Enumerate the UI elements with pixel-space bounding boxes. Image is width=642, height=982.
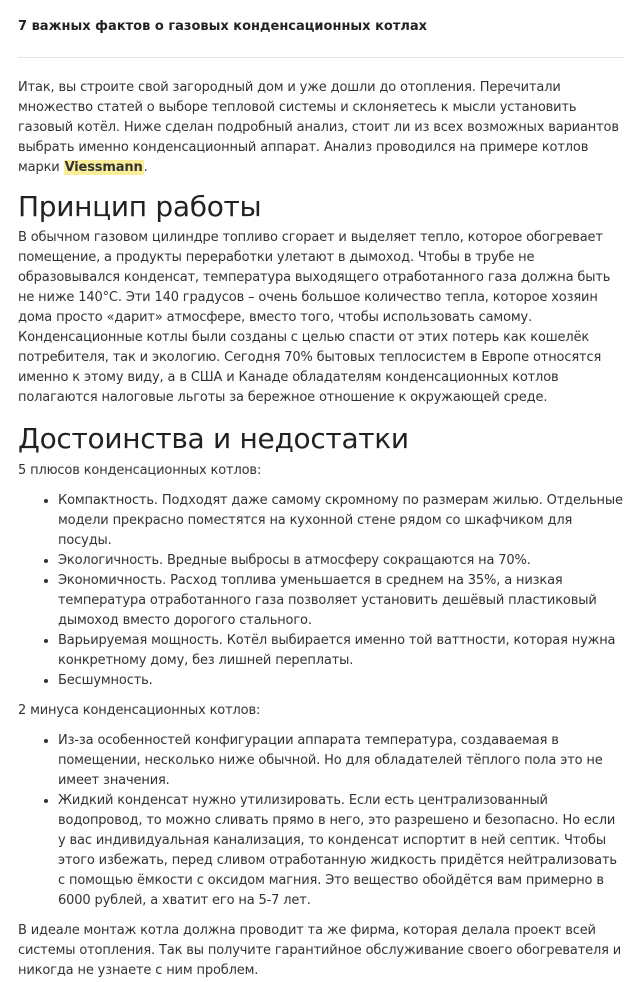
list-item: • Из-за особенностей конфигурации аппарата температура, создаваемая в помещении, несколько ниже обычной. Но для обладателей тёплого пола это не имеет значения.: [58, 731, 624, 791]
list-item: • Варьируемая мощность. Котёл выбирается именно той ваттности, которая нужна конкретному дому, без лишней переплаты.: [58, 631, 624, 671]
intro-paragraph: [18, 78, 624, 178]
list-item: • Бесшумность.: [58, 671, 624, 691]
list-item: • Экономичность. Расход топлива уменьшается в среднем на 35%, а низкая температура отработанного газа позволяет установить дешёвый пластиковый дымоход вместо дорогого стального.: [58, 571, 624, 631]
heading-principle: Принцип работы: [18, 190, 262, 223]
list-item: • Жидкий конденсат нужно утилизировать. Если есть централизованный водопровод, то можно сливать прямо в него, это разрешено и безопасно. Но если у вас индивидуальная канализация, то конденсат испортит в ней септик. Чтобы этого избежать, перед сливом отработанную жидкость придётся нейтрализовать с помощью ёмкости с оксидом магния. Это вещество обойдётся вам примерно в 6000 рублей, а хватит его на 5-7 лет.: [58, 791, 624, 911]
cons-lead: 2 минуса конденсационных котлов:: [18, 703, 261, 718]
cons-list: [18, 731, 624, 911]
list-item: • Экологичность. Вредные выбросы в атмосферу сокращаются на 70%.: [58, 551, 624, 571]
pros-list: [18, 491, 624, 691]
brand-highlight: Viessmann: [64, 160, 143, 175]
list-item: • Компактность. Подходят даже самому скромному по размерам жилью. Отдельные модели прекрасно поместятся на кухонной стене рядом со шкафчиком для посуды.: [58, 491, 624, 551]
pros-lead: 5 плюсов конденсационных котлов:: [18, 463, 262, 478]
principle-paragraph: В обычном газовом цилиндре топливо сгорает и выделяет тепло, которое обогревает помещение, а продукты переработки улетают в дымоход. Чтобы в трубе не образовывался конденсат, температура выходящего отработанного газа должна быть не ниже 140°С. Эти 140 градусов – очень большое количество тепла, которое хозяин дома просто «дарит» атмосфере, вместо того, чтобы использовать самому. Конденсационные котлы были созданы с целью спасти от этих потерь как кошелёк потребителя, так и экологию. Сегодня 70% бытовых теплосистем в Европе относятся именно к этому виду, а в США и Канаде обладателям конденсационных котлов полагаются налоговые льготы за бережное отношение к окружающей среде.: [18, 230, 611, 405]
closing-paragraph: В идеале монтаж котла должна проводит та же фирма, которая делала проект всей системы отопления. Так вы получите гарантийное обслуживание своего обогревателя и никогда не узнаете с ним проблем.: [18, 923, 622, 978]
heading-pros-cons: Достоинства и недостатки: [18, 422, 409, 455]
article-title: 7 важных фактов о газовых конденсационных котлах: [18, 18, 624, 58]
intro-text-end: .: [143, 160, 148, 175]
intro-text: Итак, вы строите свой загородный дом и уже дошли до отопления. Перечитали множество статей о выборе тепловой системы и склоняетесь к мысли установить газовый котёл. Ниже сделан подробный анализ, стоит ли из всех возможных вариантов выбрать именно конденсационный аппарат. Анализ проводился на примере котлов марки: [18, 80, 619, 175]
